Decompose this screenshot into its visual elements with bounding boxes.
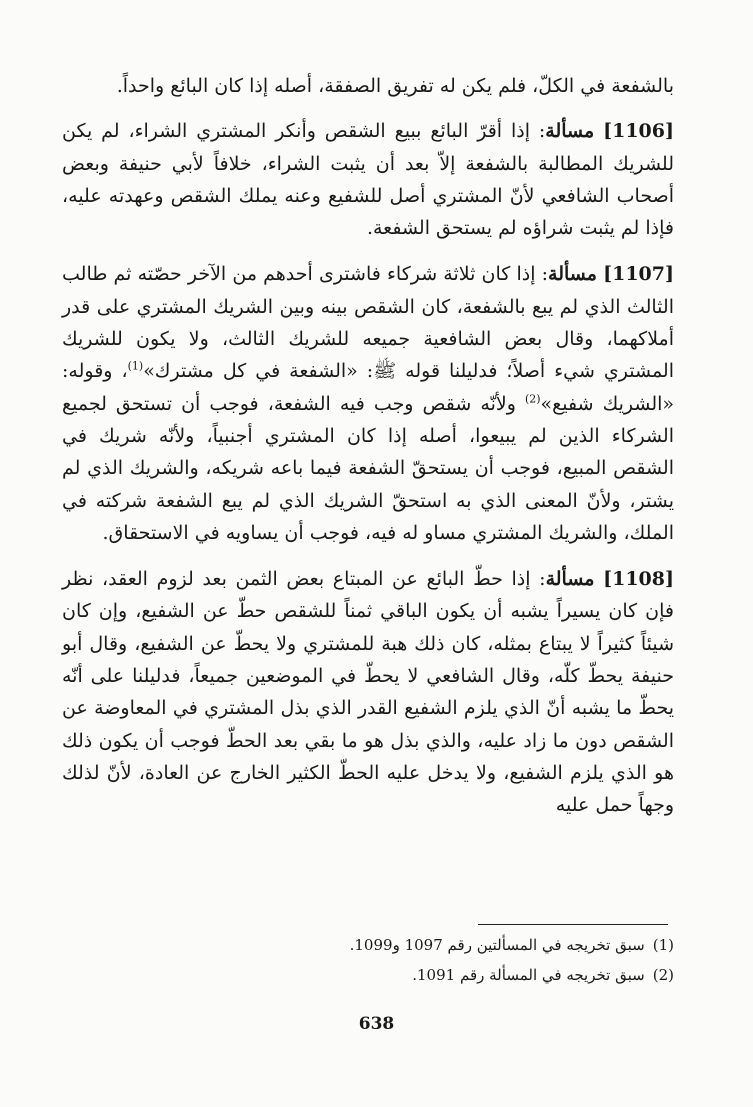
issue-number: [1106]: [603, 120, 674, 143]
paragraph-text: : إذا حطّ البائع عن المبتاع بعض الثمن بعد لزوم العقد، نظر فإن كان يسيراً يشبه أن يكون الباقي ثمناً للشقص حطّ عن الشفيع، وإن كان شيئاً كثيراً لا يبتاع بمثله، كان ذلك هبة للمشتري ولا يحطّ عن الشفيع، وقال أبو حنيفة يحطّ كلّه، وقال الشافعي لا يحطّ في الموضعين جميعاً، فدليلنا على أنّه يحطّ ما يشبه أنّ الذي يلزم الشفيع القدر الذي بذل المشتري في المعاوضة عن الشقص دون ما زاد عليه، والذي بذل هو ما بقي بعد الحطّ فوجب أن يكون ذلك هو الذي يلزم الشفيع، ولا يدخل عليه الحطّ الكثير الخارج عن العادة، لأنّ لذلك وجهاً حمل عليه: [62, 568, 674, 817]
paragraph-text: : إذا كان ثلاثة شركاء فاشترى أحدهم من الآخر حصّته ثم طالب الثالث الذي لم يبع بالشفعة، كان الشقص بينه وبين الشريك المشتري على قدر أملاكهما، وقال بعض الشافعية جميعه للشريك الثالث، ولا يكون للشريك المشتري شيء أصلاً؛ فدليلنا قوله ﷺ: «الشفعة في كل مشترك»: [62, 263, 674, 383]
footnote-mark: (1): [652, 936, 674, 954]
paragraph-issue-1107: [62, 258, 674, 549]
footnote-ref-2[interactable]: (2): [524, 392, 541, 406]
paragraph-text: بالشفعة في الكلّ، فلم يكن له تفريق الصفقة، أصله إذا كان البائع واحداً.: [116, 75, 674, 97]
paragraph-issue-1106: [62, 115, 674, 244]
footnote-mark: (2): [652, 966, 674, 984]
footnote-text: سبق تخريجه في المسألة رقم 1091.: [412, 966, 645, 984]
footnotes: [62, 930, 674, 990]
page-number: 638: [358, 1014, 395, 1034]
paragraph-issue-1108: [62, 563, 674, 821]
issue-keyword: مسألة: [548, 263, 597, 286]
paragraph-text: ولأنّه شقص وجب فيه الشفعة، فوجب أن تستحق لجميع الشركاء الذين لم يبيعوا، أصله إذا كان المشتري أجنبياً، ولأنّه شريك في الشقص المبيع، فوجب أن يستحقّ الشفعة فيما باعه شريكه، والشريك الذي لم يشتر، ولأنّ المعنى الذي به استحقّ الشريك الذي لم يبع الشفعة شركته في الملك، والشريك المشتري مساو له فيه، فوجب أن يساويه في الاستحقاق.: [62, 392, 674, 544]
footnote-ref-1[interactable]: (1): [127, 360, 144, 374]
issue-keyword: مسألة: [545, 568, 595, 591]
issue-number: [1107]: [603, 263, 674, 286]
issue-number: [1108]: [603, 568, 674, 591]
footnote-item: [62, 930, 674, 960]
main-text: [62, 70, 674, 836]
footnote-item: [62, 960, 674, 990]
paragraph-text: : إذا أقرّ البائع ببيع الشقص وأنكر المشتري الشراء، لم يكن للشريك المطالبة بالشفعة إلاّ بعد أن يثبت الشراء، خلافاً لأبي حنيفة وبعض أصحاب الشافعي لأنّ المشتري أصل للشفيع وعنه يملك الشقص وعهدته عليه، فإذا لم يثبت شراؤه لم يستحق الشفعة.: [62, 120, 674, 240]
footnote-text: سبق تخريجه في المسألتين رقم 1097 و1099.: [349, 936, 645, 954]
paragraph-continuation: [62, 70, 674, 102]
issue-keyword: مسألة: [545, 120, 595, 143]
footnote-separator: [478, 924, 668, 925]
paragraph-text: ، وقوله: «الشريك شفيع»: [62, 360, 675, 415]
